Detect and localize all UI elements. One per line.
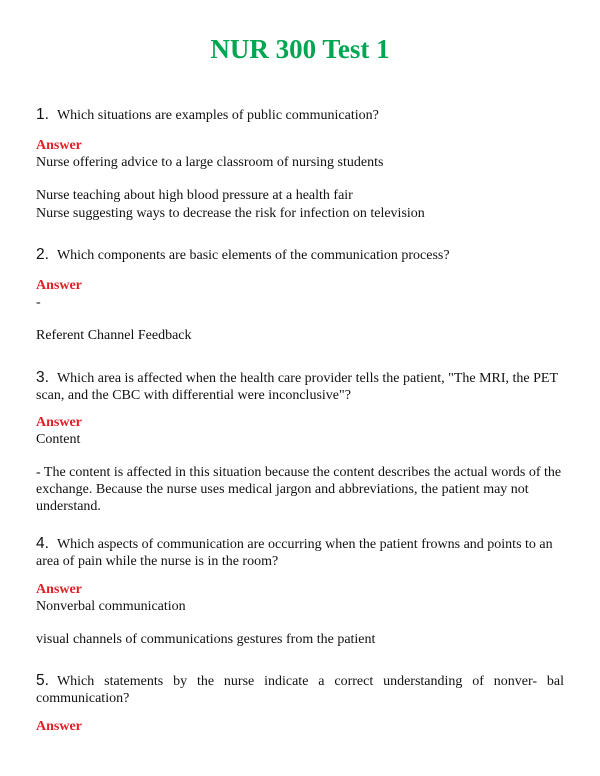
question-text: Which situations are examples of public communication? [56,108,379,123]
answer-label: Answer [36,278,82,293]
answer-label: Answer [36,582,82,597]
question-text: Which components are basic elements of the communication process? [56,248,450,263]
question-5 [36,672,564,707]
answer-text: Content [36,432,81,447]
answer-text: - The content is affected in this situation because the content describes the actual words of the exchange. Because the nurse uses medical jargon and abbreviations, the patient may not understand. [36,465,562,514]
question-number: 4. [36,535,49,552]
question-number: 3. [36,369,49,386]
answer-text: Nurse teaching about high blood pressure at a health fair [36,188,353,203]
question-text: Which area is affected when the health care provider tells the patient, "The MRI, the PET scan, and the CBC with differential were inconclusive"? [36,371,558,403]
answer-text: visual channels of communications gestures from the patient [36,632,376,647]
answer-label: Answer [36,138,82,153]
question-1 [36,106,564,124]
document-title: NUR 300 Test 1 [210,34,390,64]
question-number: 2. [36,246,49,263]
answer-text: Nurse suggesting ways to decrease the risk for infection on television [36,206,425,221]
answer-label: Answer [36,415,82,430]
question-2 [36,246,564,264]
question-4 [36,535,564,570]
question-number: 5. [36,672,49,689]
question-number: 1. [36,106,49,123]
answer-text: Nonverbal communication [36,599,186,614]
question-3 [36,369,564,404]
question-text: Which aspects of communication are occurring when the patient frowns and points to an area of pain while the nurse is in the room? [36,537,553,569]
answer-text: Nurse offering advice to a large classroom of nursing students [36,155,384,170]
answer-text: Referent Channel Feedback [36,328,192,343]
question-text: Which statements by the nurse indicate a correct understanding of nonver- bal communication? [36,674,564,706]
answer-label: Answer [36,719,82,734]
answer-text: - [36,295,41,310]
